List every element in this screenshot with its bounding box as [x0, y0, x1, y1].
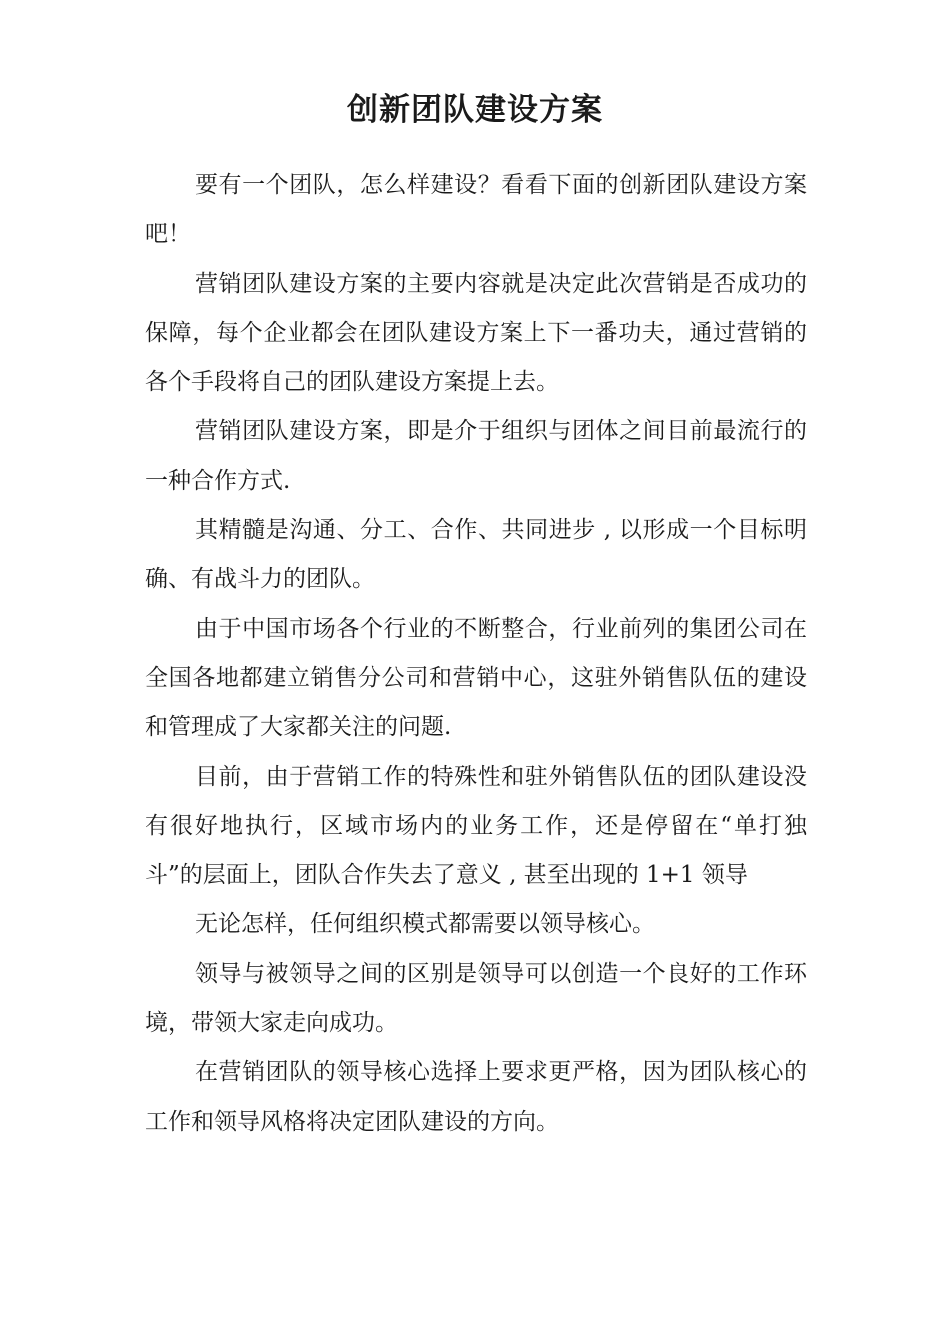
paragraph-current-situation: 目前，由于营销工作的特殊性和驻外销售队伍的团队建设没有很好地执行，区域市场内的业务工作，还是停留在“单打独斗”的层面上，团队合作失去了意义 , 甚至出现的 1+1 领导 — [145, 763, 807, 889]
document-title: 创新团队建设方案 — [347, 92, 603, 128]
paragraph-content-importance: 营销团队建设方案的主要内容就是决定此次营销是否成功的保障，每个企业都会在团队建设方案上下一番功夫，通过营销的各个手段将自己的团队建设方案提上去。 — [145, 270, 807, 396]
paragraph-definition: 营销团队建设方案，即是介于组织与团体之间目前最流行的一种合作方式. — [145, 418, 807, 494]
paragraph-essence: 其精髓是沟通、分工、合作、共同进步 , 以形成一个目标明确、有战斗力的团队。 — [145, 517, 807, 593]
paragraph-leader-selection: 在营销团队的领导核心选择上要求更严格，因为团队核心的工作和领导风格将决定团队建设的方向。 — [145, 1059, 807, 1135]
paragraph-leadership-core: 无论怎样，任何组织模式都需要以领导核心。 — [195, 911, 655, 938]
paragraph-intro: 要有一个团队，怎么样建设？看看下面的创新团队建设方案吧！ — [145, 172, 807, 248]
paragraph-leadership-difference: 领导与被领导之间的区别是领导可以创造一个良好的工作环境，带领大家走向成功。 — [145, 960, 807, 1037]
paragraph-market-background: 由于中国市场各个行业的不断整合，行业前列的集团公司在全国各地都建立销售分公司和营销中心，这驻外销售队伍的建设和管理成了大家都关注的问题. — [145, 615, 807, 741]
document-body — [145, 161, 807, 1147]
